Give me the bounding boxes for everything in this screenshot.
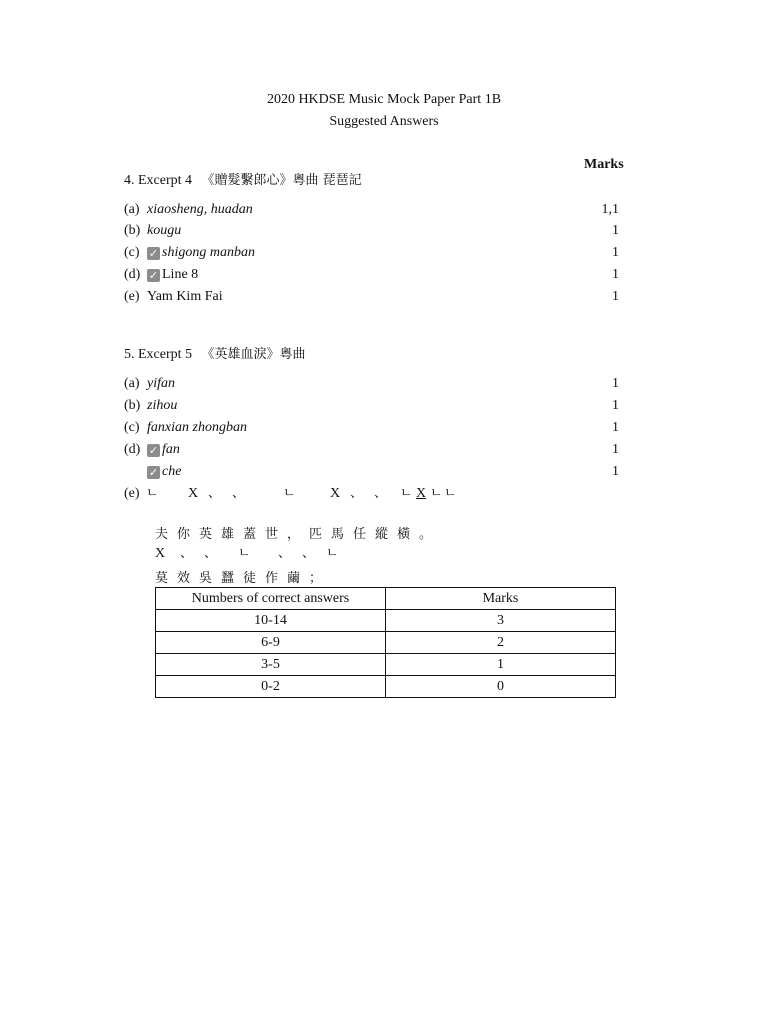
table-cell: 3-5 [156, 654, 386, 676]
item-answer: Yam Kim Fai [147, 289, 223, 304]
q5-item-d2 [124, 462, 634, 482]
item-answer: Line 8 [162, 267, 199, 282]
lyric-line-1: 夫你英雄蓋世，匹馬任縱橫。 [155, 527, 442, 542]
notation-mark: 、 [374, 486, 388, 501]
q4-item-b [124, 221, 634, 241]
q5-item-d [124, 440, 634, 460]
q4-item-c [124, 243, 634, 263]
item-answer: che [162, 464, 182, 479]
notation-mark: ㄴ [146, 486, 159, 501]
table-cell: 6-9 [156, 632, 386, 654]
item-answer: shigong manban [162, 245, 255, 260]
checkmark-icon: ✓ [148, 444, 159, 457]
item-answer: fan [162, 442, 180, 457]
marks-heading: Marks [584, 157, 624, 172]
notation-mark: 、 [278, 546, 292, 561]
table-row [156, 676, 616, 698]
table-cell: 1 [386, 654, 616, 676]
table-row [156, 610, 616, 632]
item-mark: 1 [612, 267, 619, 282]
item-label: (d) [124, 267, 141, 282]
q5-item-c [124, 418, 634, 438]
notation-mark: X [155, 546, 166, 561]
notation-mark: 、 [232, 486, 246, 501]
item-mark: 1 [612, 289, 619, 304]
item-label: (a) [124, 202, 140, 217]
q4-heading-text: 4. Excerpt 4 [124, 173, 193, 188]
notation-mark: X [416, 486, 427, 501]
notation-mark: 、 [208, 486, 222, 501]
item-mark: 1 [612, 376, 619, 391]
q4-heading [124, 169, 362, 189]
notation-mark: X [330, 486, 341, 501]
table-row [156, 632, 616, 654]
q5-heading-cjk: 《英雄血淚》粵曲 [201, 347, 306, 362]
notation-mark: ㄴ [238, 546, 251, 561]
item-mark: 1 [612, 464, 619, 479]
checkmark-icon: ✓ [148, 269, 159, 282]
item-label: (a) [124, 376, 140, 391]
item-answer: zihou [147, 398, 178, 413]
item-label: (b) [124, 223, 141, 238]
notation-mark: ㄴ [430, 486, 443, 501]
page-title: 2020 HKDSE Music Mock Paper Part 1B [266, 92, 502, 107]
item-mark: 1,1 [601, 202, 619, 217]
item-answer: kougu [147, 223, 182, 238]
item-mark: 1 [612, 245, 619, 260]
item-mark: 1 [612, 398, 619, 413]
table-cell: 2 [386, 632, 616, 654]
item-mark: 1 [612, 442, 619, 457]
q5-item-e-label: (e) [124, 486, 140, 501]
notation-mark: X [188, 486, 199, 501]
checkmark-icon: ✓ [148, 247, 159, 260]
item-label: (b) [124, 398, 141, 413]
notation-mark: 、 [180, 546, 194, 561]
q4-item-e [124, 287, 634, 307]
notation-mark: 、 [350, 486, 364, 501]
q5-heading [124, 343, 306, 363]
q5-heading-text: 5. Excerpt 5 [124, 347, 193, 362]
item-answer: xiaosheng, huadan [147, 202, 253, 217]
notation-mark: 、 [204, 546, 218, 561]
table-header-row [156, 588, 616, 610]
notation-mark: ㄴ [444, 486, 457, 501]
table-cell: 0 [386, 676, 616, 698]
item-answer: fanxian zhongban [147, 420, 247, 435]
q5-item-b [124, 396, 634, 416]
checkmark-icon: ✓ [148, 466, 159, 479]
q4-item-a [124, 200, 634, 220]
item-mark: 1 [612, 223, 619, 238]
marks-table [155, 587, 616, 698]
table-header-cell: Marks [386, 588, 616, 610]
lyric-line-2: 莫效吳蠶徒作繭； [155, 571, 332, 586]
q4-heading-cjk: 《贈髮繫郎心》粵曲 琵琶記 [201, 173, 362, 188]
notation-mark: ㄴ [283, 486, 296, 501]
table-cell: 10-14 [156, 610, 386, 632]
table-header-cell: Numbers of correct answers [156, 588, 386, 610]
page-subtitle: Suggested Answers [329, 114, 439, 129]
q4-item-d [124, 265, 634, 285]
item-mark: 1 [612, 420, 619, 435]
item-answer: yifan [147, 376, 175, 391]
notation-mark: 、 [302, 546, 316, 561]
q5-item-a [124, 374, 634, 394]
item-label: (d) [124, 442, 141, 457]
notation-mark: ㄴ [326, 546, 339, 561]
item-label: (c) [124, 420, 140, 435]
table-row [156, 654, 616, 676]
notation-mark: ㄴ [400, 486, 413, 501]
item-label: (e) [124, 289, 140, 304]
item-label: (c) [124, 245, 140, 260]
table-cell: 0-2 [156, 676, 386, 698]
table-cell: 3 [386, 610, 616, 632]
